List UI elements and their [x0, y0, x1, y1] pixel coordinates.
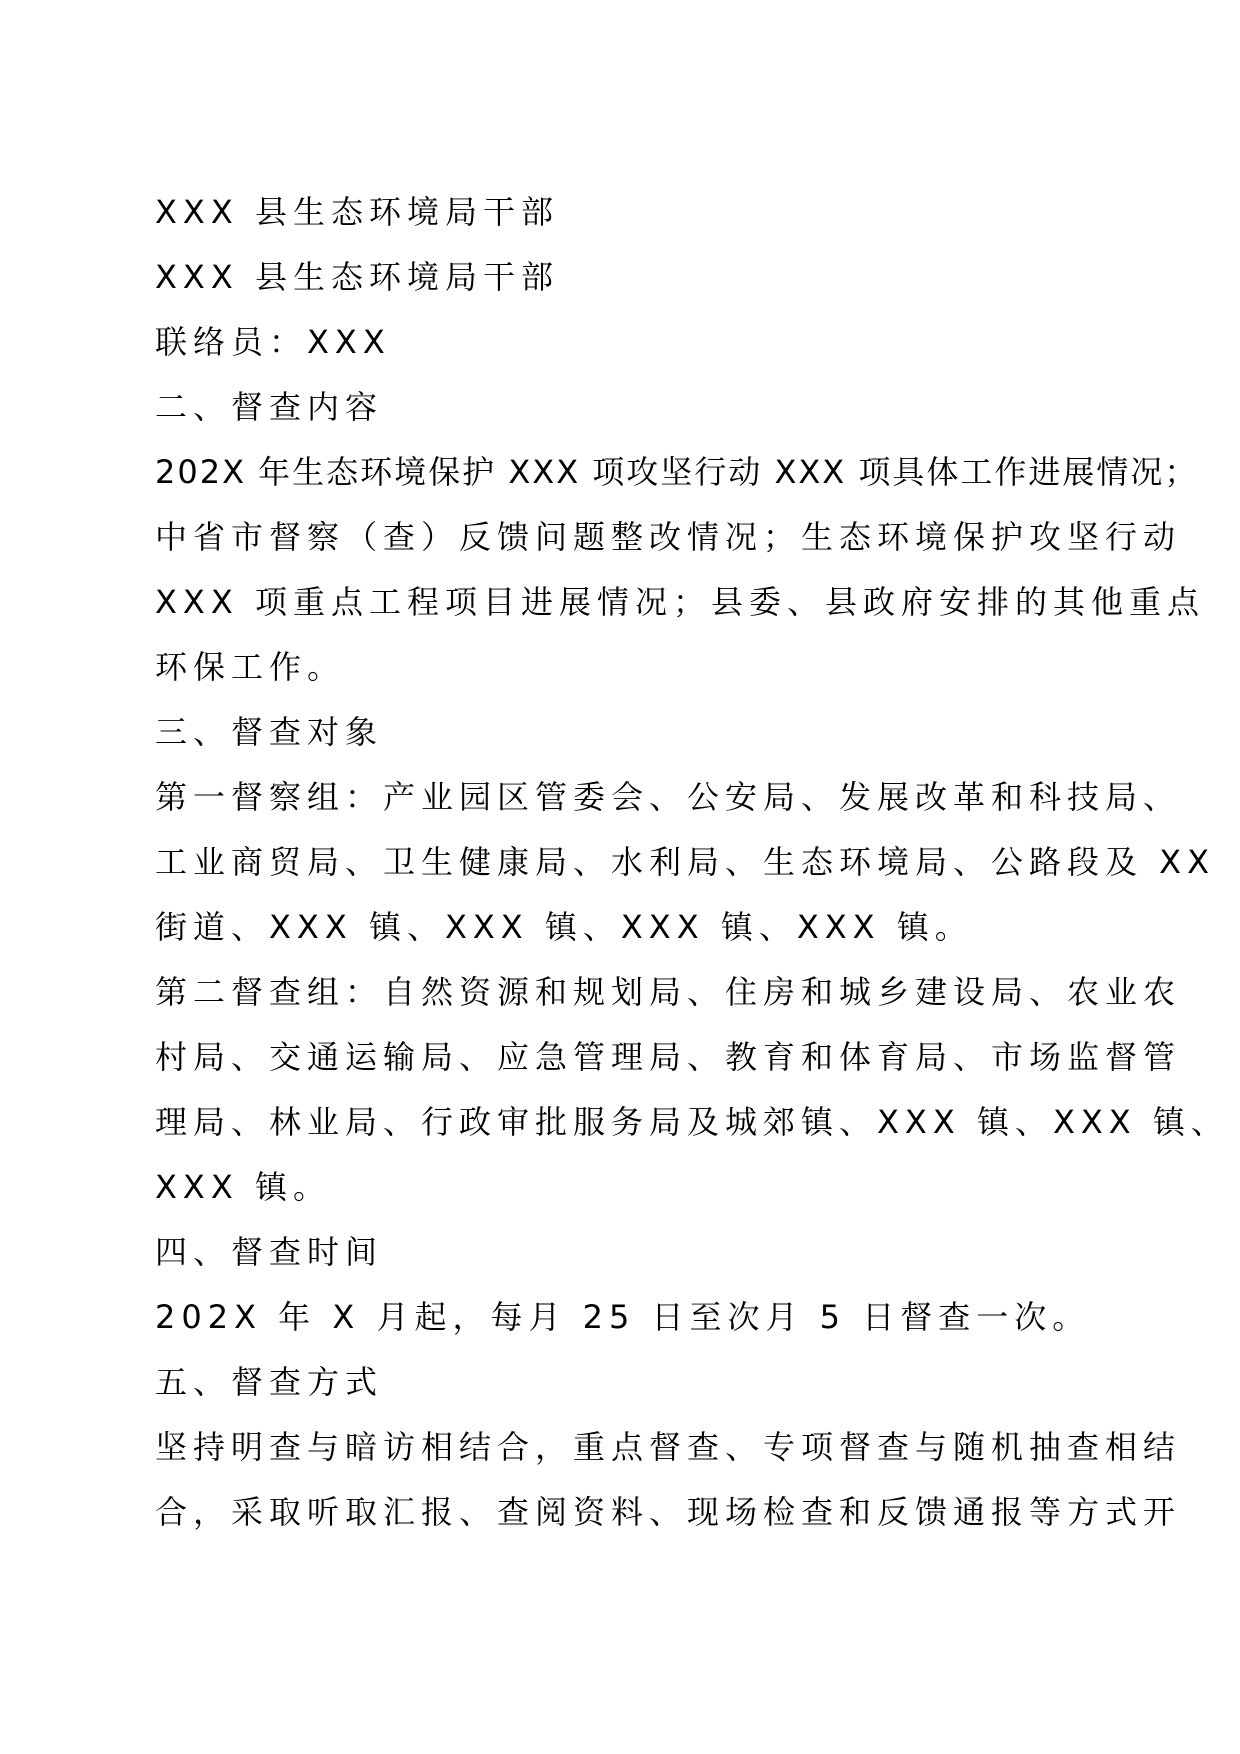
- text-line: 街道、XXX 镇、XXX 镇、XXX 镇、XXX 镇。: [155, 908, 973, 946]
- text-line: 工业商贸局、卫生健康局、水利局、生态环境局、公路段及 XX: [155, 843, 1216, 881]
- text-line: 村局、交通运输局、应急管理局、教育和体育局、市场监督管: [155, 1038, 1182, 1076]
- text-line: 第二督查组：自然资源和规划局、住房和城乡建设局、农业农: [155, 973, 1182, 1011]
- text-line: 理局、林业局、行政审批服务局及城郊镇、XXX 镇、XXX 镇、: [155, 1103, 1229, 1141]
- text-line: XXX 项重点工程项目进展情况；县委、县政府安排的其他重点: [155, 583, 1205, 621]
- document-body: [155, 180, 1229, 1545]
- text-line: 合，采取听取汇报、查阅资料、现场检查和反馈通报等方式开: [155, 1493, 1182, 1531]
- text-line: 环保工作。: [155, 648, 346, 686]
- text-line: XXX 县生态环境局干部: [155, 258, 559, 296]
- text-line: 202X 年 X 月起，每月 25 日至次月 5 日督查一次。: [155, 1298, 1091, 1336]
- text-line: 202X 年生态环境保护 XXX 项攻坚行动 XXX 项具体工作进展情况；: [155, 453, 1199, 491]
- section-heading: 三、督查对象: [155, 713, 384, 751]
- text-line: 坚持明查与暗访相结合，重点督查、专项督查与随机抽查相结: [155, 1428, 1182, 1466]
- text-line: XXX 县生态环境局干部: [155, 193, 559, 231]
- text-line: 第一督察组：产业园区管委会、公安局、发展改革和科技局、: [155, 778, 1182, 816]
- section-heading: 五、督查方式: [155, 1363, 384, 1401]
- section-heading: 四、督查时间: [155, 1233, 384, 1271]
- text-line: 联络员：XXX: [155, 323, 391, 361]
- text-line: 中省市督察（查）反馈问题整改情况；生态环境保护攻坚行动: [155, 518, 1182, 556]
- text-line: XXX 镇。: [155, 1168, 331, 1206]
- section-heading: 二、督查内容: [155, 388, 384, 426]
